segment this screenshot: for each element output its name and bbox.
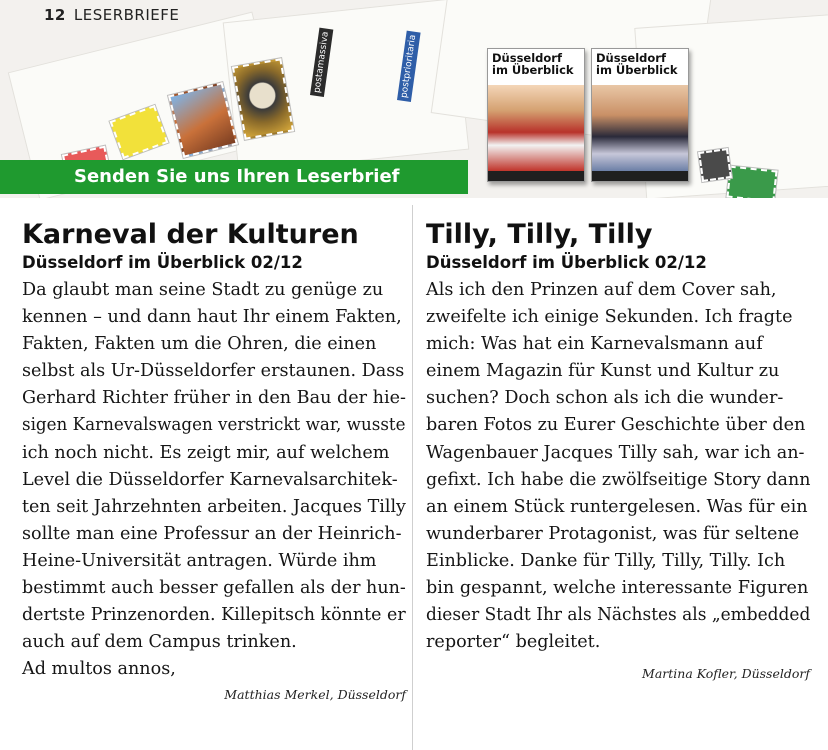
body-line: Wagenbauer Jacques Tilly sah, war ich an- (426, 442, 805, 463)
letter-reference: Düsseldorf im Überblick 02/12 (426, 253, 707, 272)
body-line: mich: Was hat ein Karnevalsmann auf (426, 334, 763, 355)
body-line: Da glaubt man seine Stadt zu genüge zu (22, 280, 384, 300)
body-line: Level die Düsseldorfer Karnevalsarchitek- (22, 469, 398, 490)
body-line: einem Magazin für Kunst und Kultur zu (426, 361, 780, 382)
body-line: ten seit Jahrzehnten arbeiten. Jacques Tilly (22, 496, 406, 517)
body-line: Ad multos annos, (22, 659, 176, 680)
body-line: kennen – und dann haut Ihr einem Fakten, (22, 307, 402, 328)
banner-text: Senden Sie uns Ihren Leserbrief (74, 166, 400, 187)
cover-footer (592, 171, 688, 181)
body-line: Einblicke. Danke für Tilly, Tilly, Tilly. Ich (426, 550, 786, 571)
body-line: Gerhard Richter früher in den Bau der hie- (22, 388, 406, 409)
letter-right (426, 218, 810, 681)
body-line: selbst als Ur-Düsseldorfer erstaunen. Dass (22, 361, 405, 382)
body-line: bestimmt auch besser gefallen als der hun- (22, 578, 406, 599)
cover-photo-prince (488, 85, 584, 171)
cover-title-line: Düsseldorf (492, 51, 562, 65)
body-line: zweifelte ich einige Sekunden. Ich fragte (426, 307, 793, 328)
body-line: bin gespannt, welche interessante Figuren (426, 578, 809, 599)
column-divider (412, 205, 413, 750)
magazine-cover (487, 48, 585, 182)
letter-reference: Düsseldorf im Überblick 02/12 (22, 253, 303, 272)
cover-photo-woman (592, 85, 688, 171)
letter-signature: Martina Kofler, Düsseldorf (642, 666, 810, 682)
letter-body (22, 277, 406, 683)
body-line: Als ich den Prinzen auf dem Cover sah, (426, 280, 777, 300)
stamp-dark (698, 148, 732, 182)
body-line: ich noch nicht. Es zeigt mir, auf welchem (22, 442, 390, 463)
body-line: suchen? Doch schon als ich die wunder- (426, 388, 784, 409)
body-line: Fakten, Fakten um die Ohren, die einen (22, 334, 377, 355)
body-line: auch auf dem Campus trinken. (22, 632, 297, 653)
cover-footer (488, 171, 584, 181)
body-line: dertste Prinzenorden. Killepitsch könnte er (22, 605, 406, 626)
cover-title-line: im Überblick (492, 63, 574, 77)
postmark-label: postprioritaria (397, 31, 421, 102)
letter-headline: Tilly, Tilly, Tilly (426, 219, 653, 250)
body-line: an einem Stück runtergelesen. Was für ein (426, 496, 808, 517)
cover-title-line: Düsseldorf (596, 51, 666, 65)
body-line: Heine-Universität antragen. Würde ihm (22, 550, 377, 571)
cover-title-line: im Überblick (596, 63, 678, 77)
body-line: reporter“ begleitet. (426, 632, 601, 653)
stamp-flower (726, 166, 777, 198)
body-line: dieser Stadt Ihr als Nächstes als „embedded (426, 605, 811, 626)
body-line: gefixt. Ich habe die zwölfseitige Story dann (426, 469, 811, 490)
section-title: LESERBRIEFE (73, 6, 180, 24)
letter-signature: Matthias Merkel, Düsseldorf (224, 687, 406, 703)
body-line: wunderbarer Protagonist, was für seltene (426, 523, 800, 544)
body-line: sollte man eine Professur an der Heinrich- (22, 523, 402, 544)
letter-left (22, 218, 406, 702)
page-header (44, 6, 179, 24)
page-number: 12 (44, 6, 66, 24)
magazine-cover (591, 48, 689, 182)
letter-headline: Karneval der Kulturen (22, 219, 359, 250)
body-line: baren Fotos zu Eurer Geschichte über den (426, 415, 806, 436)
postmark-label: postamassiva (310, 28, 333, 97)
letter-body (426, 277, 810, 656)
body-line: sigen Karnevalswagen verstrickt war, wusste (22, 415, 406, 436)
